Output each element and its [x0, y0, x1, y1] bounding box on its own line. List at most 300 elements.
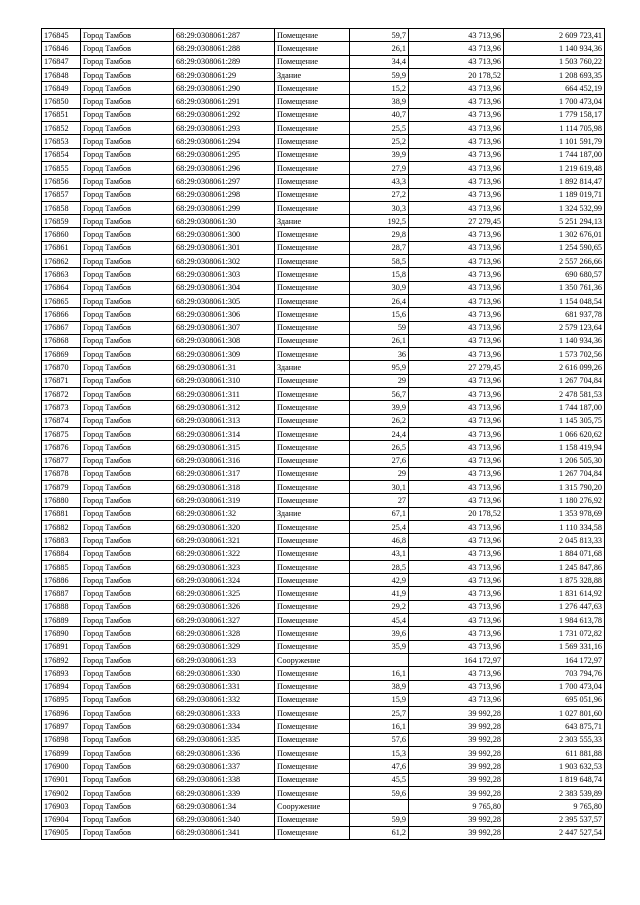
city-cell: Город Тамбов	[81, 640, 174, 653]
rate-cell: 43 713,96	[409, 534, 504, 547]
cadastral-value-table	[41, 28, 605, 840]
row-id: 176898	[42, 733, 81, 746]
row-id: 176882	[42, 520, 81, 533]
rate-cell: 43 713,96	[409, 600, 504, 613]
area-cell: 26,1	[350, 42, 409, 55]
cadastral-value-cell: 1 145 305,75	[504, 414, 605, 427]
area-cell: 30,3	[350, 201, 409, 214]
cadastral-value-cell: 703 794,76	[504, 667, 605, 680]
city-cell: Город Тамбов	[81, 560, 174, 573]
object-type-cell: Здание	[275, 507, 350, 520]
object-type-cell: Помещение	[275, 427, 350, 440]
object-type-cell: Помещение	[275, 95, 350, 108]
rate-cell: 43 713,96	[409, 255, 504, 268]
cadastral-number-cell: 68:29:0308061:311	[174, 388, 275, 401]
city-cell: Город Тамбов	[81, 135, 174, 148]
city-cell: Город Тамбов	[81, 29, 174, 42]
cadastral-value-cell: 164 172,97	[504, 653, 605, 666]
object-type-cell: Помещение	[275, 441, 350, 454]
cadastral-number-cell: 68:29:0308061:320	[174, 520, 275, 533]
cadastral-value-cell: 1 189 019,71	[504, 188, 605, 201]
cadastral-value-cell: 1 350 761,36	[504, 281, 605, 294]
cadastral-value-cell: 2 395 537,57	[504, 813, 605, 826]
row-id: 176900	[42, 760, 81, 773]
table-row	[42, 826, 605, 839]
row-id: 176847	[42, 55, 81, 68]
cadastral-number-cell: 68:29:0308061:303	[174, 268, 275, 281]
cadastral-number-cell: 68:29:0308061:287	[174, 29, 275, 42]
object-type-cell: Помещение	[275, 29, 350, 42]
city-cell: Город Тамбов	[81, 454, 174, 467]
table-row	[42, 653, 605, 666]
object-type-cell: Помещение	[275, 294, 350, 307]
area-cell: 38,9	[350, 680, 409, 693]
city-cell: Город Тамбов	[81, 427, 174, 440]
table-row	[42, 481, 605, 494]
city-cell: Город Тамбов	[81, 241, 174, 254]
rate-cell: 43 713,96	[409, 95, 504, 108]
cadastral-value-cell: 1 114 705,98	[504, 122, 605, 135]
cadastral-value-cell: 1 324 532,99	[504, 201, 605, 214]
object-type-cell: Помещение	[275, 760, 350, 773]
object-type-cell: Помещение	[275, 281, 350, 294]
table-row	[42, 55, 605, 68]
rate-cell: 43 713,96	[409, 401, 504, 414]
row-id: 176890	[42, 627, 81, 640]
city-cell: Город Тамбов	[81, 653, 174, 666]
table-row	[42, 108, 605, 121]
rate-cell: 43 713,96	[409, 201, 504, 214]
object-type-cell: Помещение	[275, 454, 350, 467]
table-row	[42, 733, 605, 746]
rate-cell: 43 713,96	[409, 321, 504, 334]
area-cell: 15,2	[350, 82, 409, 95]
object-type-cell: Помещение	[275, 268, 350, 281]
city-cell: Город Тамбов	[81, 494, 174, 507]
cadastral-value-cell: 1 744 187,00	[504, 148, 605, 161]
object-type-cell: Помещение	[275, 520, 350, 533]
city-cell: Город Тамбов	[81, 534, 174, 547]
rate-cell: 43 713,96	[409, 560, 504, 573]
area-cell: 26,1	[350, 334, 409, 347]
cadastral-number-cell: 68:29:0308061:315	[174, 441, 275, 454]
table-row	[42, 534, 605, 547]
table-row	[42, 467, 605, 480]
cadastral-value-cell: 1 984 613,78	[504, 614, 605, 627]
table-row	[42, 401, 605, 414]
object-type-cell: Помещение	[275, 693, 350, 706]
rate-cell: 43 713,96	[409, 334, 504, 347]
area-cell: 15,3	[350, 747, 409, 760]
area-cell: 46,8	[350, 534, 409, 547]
city-cell: Город Тамбов	[81, 667, 174, 680]
cadastral-number-cell: 68:29:0308061:316	[174, 454, 275, 467]
cadastral-number-cell: 68:29:0308061:326	[174, 600, 275, 613]
city-cell: Город Тамбов	[81, 760, 174, 773]
cadastral-number-cell: 68:29:0308061:295	[174, 148, 275, 161]
row-id: 176875	[42, 427, 81, 440]
rate-cell: 20 178,52	[409, 507, 504, 520]
rate-cell: 43 713,96	[409, 454, 504, 467]
rate-cell: 43 713,96	[409, 308, 504, 321]
area-cell: 59,9	[350, 68, 409, 81]
object-type-cell: Помещение	[275, 334, 350, 347]
cadastral-value-cell: 1 819 648,74	[504, 773, 605, 786]
table-row	[42, 308, 605, 321]
object-type-cell: Помещение	[275, 747, 350, 760]
city-cell: Город Тамбов	[81, 122, 174, 135]
cadastral-number-cell: 68:29:0308061:330	[174, 667, 275, 680]
cadastral-number-cell: 68:29:0308061:305	[174, 294, 275, 307]
row-id: 176891	[42, 640, 81, 653]
object-type-cell: Помещение	[275, 467, 350, 480]
cadastral-number-cell: 68:29:0308061:337	[174, 760, 275, 773]
rate-cell: 39 992,28	[409, 826, 504, 839]
row-id: 176860	[42, 228, 81, 241]
row-id: 176861	[42, 241, 81, 254]
rate-cell: 43 713,96	[409, 175, 504, 188]
city-cell: Город Тамбов	[81, 108, 174, 121]
object-type-cell: Помещение	[275, 82, 350, 95]
area-cell: 15,9	[350, 693, 409, 706]
area-cell: 25,5	[350, 122, 409, 135]
rate-cell: 43 713,96	[409, 108, 504, 121]
cadastral-number-cell: 68:29:0308061:34	[174, 800, 275, 813]
rate-cell: 43 713,96	[409, 42, 504, 55]
row-id: 176901	[42, 773, 81, 786]
table-row	[42, 720, 605, 733]
object-type-cell: Помещение	[275, 640, 350, 653]
area-cell: 59	[350, 321, 409, 334]
row-id: 176903	[42, 800, 81, 813]
object-type-cell: Помещение	[275, 321, 350, 334]
cadastral-value-cell: 611 881,88	[504, 747, 605, 760]
table-row	[42, 693, 605, 706]
cadastral-value-cell: 1 884 071,68	[504, 547, 605, 560]
row-id: 176888	[42, 600, 81, 613]
object-type-cell: Помещение	[275, 148, 350, 161]
area-cell: 29,2	[350, 600, 409, 613]
object-type-cell: Помещение	[275, 42, 350, 55]
area-cell: 26,5	[350, 441, 409, 454]
cadastral-value-cell: 1 219 619,48	[504, 161, 605, 174]
object-type-cell: Здание	[275, 68, 350, 81]
city-cell: Город Тамбов	[81, 414, 174, 427]
city-cell: Город Тамбов	[81, 308, 174, 321]
object-type-cell: Помещение	[275, 122, 350, 135]
table-row	[42, 574, 605, 587]
table-row	[42, 95, 605, 108]
object-type-cell: Помещение	[275, 547, 350, 560]
table-row	[42, 29, 605, 42]
object-type-cell: Помещение	[275, 587, 350, 600]
rate-cell: 43 713,96	[409, 640, 504, 653]
object-type-cell: Помещение	[275, 627, 350, 640]
cadastral-value-cell: 1 206 505,30	[504, 454, 605, 467]
city-cell: Город Тамбов	[81, 42, 174, 55]
object-type-cell: Помещение	[275, 786, 350, 799]
cadastral-value-cell: 1 027 801,60	[504, 707, 605, 720]
area-cell: 15,8	[350, 268, 409, 281]
row-id: 176849	[42, 82, 81, 95]
cadastral-number-cell: 68:29:0308061:308	[174, 334, 275, 347]
object-type-cell: Помещение	[275, 667, 350, 680]
table-row	[42, 414, 605, 427]
cadastral-value-cell: 1 154 048,54	[504, 294, 605, 307]
row-id: 176887	[42, 587, 81, 600]
rate-cell: 43 713,96	[409, 467, 504, 480]
area-cell: 25,7	[350, 707, 409, 720]
row-id: 176871	[42, 374, 81, 387]
row-id: 176893	[42, 667, 81, 680]
object-type-cell: Помещение	[275, 401, 350, 414]
cadastral-number-cell: 68:29:0308061:317	[174, 467, 275, 480]
city-cell: Город Тамбов	[81, 161, 174, 174]
cadastral-number-cell: 68:29:0308061:292	[174, 108, 275, 121]
cadastral-value-cell: 2 557 266,66	[504, 255, 605, 268]
cadastral-number-cell: 68:29:0308061:335	[174, 733, 275, 746]
table-row	[42, 148, 605, 161]
cadastral-number-cell: 68:29:0308061:290	[174, 82, 275, 95]
cadastral-number-cell: 68:29:0308061:340	[174, 813, 275, 826]
area-cell	[350, 800, 409, 813]
cadastral-number-cell: 68:29:0308061:299	[174, 201, 275, 214]
rate-cell: 43 713,96	[409, 82, 504, 95]
object-type-cell: Помещение	[275, 255, 350, 268]
cadastral-number-cell: 68:29:0308061:301	[174, 241, 275, 254]
city-cell: Город Тамбов	[81, 826, 174, 839]
row-id: 176905	[42, 826, 81, 839]
city-cell: Город Тамбов	[81, 600, 174, 613]
table-row	[42, 547, 605, 560]
table-row	[42, 388, 605, 401]
table-row	[42, 800, 605, 813]
city-cell: Город Тамбов	[81, 467, 174, 480]
cadastral-value-cell: 1 267 704,84	[504, 467, 605, 480]
city-cell: Город Тамбов	[81, 747, 174, 760]
cadastral-number-cell: 68:29:0308061:300	[174, 228, 275, 241]
rate-cell: 39 992,28	[409, 760, 504, 773]
cadastral-value-cell: 2 609 723,41	[504, 29, 605, 42]
cadastral-value-cell: 1 140 934,36	[504, 334, 605, 347]
table-row	[42, 122, 605, 135]
city-cell: Город Тамбов	[81, 773, 174, 786]
cadastral-number-cell: 68:29:0308061:309	[174, 348, 275, 361]
cadastral-number-cell: 68:29:0308061:332	[174, 693, 275, 706]
table-body	[42, 29, 605, 840]
row-id: 176866	[42, 308, 81, 321]
row-id: 176884	[42, 547, 81, 560]
table-row	[42, 361, 605, 374]
rate-cell: 43 713,96	[409, 55, 504, 68]
cadastral-value-cell: 1 158 419,94	[504, 441, 605, 454]
row-id: 176851	[42, 108, 81, 121]
object-type-cell: Помещение	[275, 201, 350, 214]
cadastral-value-cell: 690 680,57	[504, 268, 605, 281]
area-cell: 95,9	[350, 361, 409, 374]
row-id: 176852	[42, 122, 81, 135]
city-cell: Город Тамбов	[81, 268, 174, 281]
rate-cell: 27 279,45	[409, 215, 504, 228]
table-row	[42, 667, 605, 680]
rate-cell: 43 713,96	[409, 241, 504, 254]
rate-cell: 43 713,96	[409, 614, 504, 627]
cadastral-number-cell: 68:29:0308061:297	[174, 175, 275, 188]
rate-cell: 9 765,80	[409, 800, 504, 813]
cadastral-number-cell: 68:29:0308061:293	[174, 122, 275, 135]
table-row	[42, 374, 605, 387]
city-cell: Город Тамбов	[81, 733, 174, 746]
row-id: 176864	[42, 281, 81, 294]
table-row	[42, 42, 605, 55]
row-id: 176863	[42, 268, 81, 281]
city-cell: Город Тамбов	[81, 813, 174, 826]
cadastral-number-cell: 68:29:0308061:32	[174, 507, 275, 520]
area-cell: 27,2	[350, 188, 409, 201]
cadastral-number-cell: 68:29:0308061:29	[174, 68, 275, 81]
city-cell: Город Тамбов	[81, 215, 174, 228]
cadastral-number-cell: 68:29:0308061:289	[174, 55, 275, 68]
cadastral-number-cell: 68:29:0308061:323	[174, 560, 275, 573]
row-id: 176897	[42, 720, 81, 733]
table-row	[42, 135, 605, 148]
area-cell: 43,3	[350, 175, 409, 188]
object-type-cell: Помещение	[275, 308, 350, 321]
area-cell: 30,1	[350, 481, 409, 494]
row-id: 176880	[42, 494, 81, 507]
row-id: 176873	[42, 401, 81, 414]
rate-cell: 43 713,96	[409, 481, 504, 494]
cadastral-number-cell: 68:29:0308061:314	[174, 427, 275, 440]
cadastral-value-cell: 1 744 187,00	[504, 401, 605, 414]
area-cell: 40,7	[350, 108, 409, 121]
table-row	[42, 587, 605, 600]
object-type-cell: Помещение	[275, 773, 350, 786]
row-id: 176870	[42, 361, 81, 374]
object-type-cell: Помещение	[275, 680, 350, 693]
table-row	[42, 268, 605, 281]
city-cell: Город Тамбов	[81, 294, 174, 307]
area-cell: 15,6	[350, 308, 409, 321]
area-cell: 16,1	[350, 720, 409, 733]
cadastral-value-cell: 643 875,71	[504, 720, 605, 733]
area-cell: 34,4	[350, 55, 409, 68]
city-cell: Город Тамбов	[81, 175, 174, 188]
area-cell: 45,4	[350, 614, 409, 627]
city-cell: Город Тамбов	[81, 520, 174, 533]
cadastral-number-cell: 68:29:0308061:294	[174, 135, 275, 148]
cadastral-value-cell: 695 051,96	[504, 693, 605, 706]
city-cell: Город Тамбов	[81, 614, 174, 627]
rate-cell: 39 992,28	[409, 720, 504, 733]
row-id: 176883	[42, 534, 81, 547]
object-type-cell: Помещение	[275, 481, 350, 494]
city-cell: Город Тамбов	[81, 693, 174, 706]
row-id: 176857	[42, 188, 81, 201]
table-row	[42, 321, 605, 334]
area-cell: 67,1	[350, 507, 409, 520]
city-cell: Город Тамбов	[81, 255, 174, 268]
table-row	[42, 760, 605, 773]
object-type-cell: Помещение	[275, 135, 350, 148]
cadastral-value-cell: 1 903 632,53	[504, 760, 605, 773]
cadastral-value-cell: 1 066 620,62	[504, 427, 605, 440]
area-cell: 41,9	[350, 587, 409, 600]
area-cell: 192,5	[350, 215, 409, 228]
object-type-cell: Сооружение	[275, 800, 350, 813]
cadastral-number-cell: 68:29:0308061:327	[174, 614, 275, 627]
cadastral-value-cell: 1 140 934,36	[504, 42, 605, 55]
cadastral-number-cell: 68:29:0308061:307	[174, 321, 275, 334]
table-row	[42, 241, 605, 254]
object-type-cell: Здание	[275, 215, 350, 228]
area-cell: 47,6	[350, 760, 409, 773]
cadastral-number-cell: 68:29:0308061:302	[174, 255, 275, 268]
cadastral-number-cell: 68:29:0308061:318	[174, 481, 275, 494]
table-row	[42, 813, 605, 826]
city-cell: Город Тамбов	[81, 95, 174, 108]
cadastral-number-cell: 68:29:0308061:329	[174, 640, 275, 653]
row-id: 176885	[42, 560, 81, 573]
row-id: 176889	[42, 614, 81, 627]
cadastral-number-cell: 68:29:0308061:31	[174, 361, 275, 374]
object-type-cell: Помещение	[275, 826, 350, 839]
area-cell: 42,9	[350, 574, 409, 587]
table-row	[42, 334, 605, 347]
city-cell: Город Тамбов	[81, 55, 174, 68]
cadastral-value-cell: 1 731 072,82	[504, 627, 605, 640]
table-row	[42, 627, 605, 640]
city-cell: Город Тамбов	[81, 334, 174, 347]
rate-cell: 43 713,96	[409, 122, 504, 135]
table-row	[42, 281, 605, 294]
cadastral-number-cell: 68:29:0308061:321	[174, 534, 275, 547]
area-cell: 27,9	[350, 161, 409, 174]
rate-cell: 39 992,28	[409, 813, 504, 826]
table-row	[42, 215, 605, 228]
cadastral-number-cell: 68:29:0308061:30	[174, 215, 275, 228]
cadastral-number-cell: 68:29:0308061:341	[174, 826, 275, 839]
row-id: 176872	[42, 388, 81, 401]
rate-cell: 43 713,96	[409, 587, 504, 600]
cadastral-value-cell: 5 251 294,13	[504, 215, 605, 228]
rate-cell: 20 178,52	[409, 68, 504, 81]
rate-cell: 43 713,96	[409, 667, 504, 680]
table-row	[42, 454, 605, 467]
city-cell: Город Тамбов	[81, 707, 174, 720]
cadastral-value-cell: 1 110 334,58	[504, 520, 605, 533]
object-type-cell: Помещение	[275, 600, 350, 613]
row-id: 176896	[42, 707, 81, 720]
cadastral-number-cell: 68:29:0308061:298	[174, 188, 275, 201]
rate-cell: 43 713,96	[409, 520, 504, 533]
cadastral-number-cell: 68:29:0308061:319	[174, 494, 275, 507]
city-cell: Город Тамбов	[81, 374, 174, 387]
area-cell	[350, 653, 409, 666]
area-cell: 43,1	[350, 547, 409, 560]
row-id: 176881	[42, 507, 81, 520]
area-cell: 56,7	[350, 388, 409, 401]
cadastral-value-cell: 1 700 473,04	[504, 95, 605, 108]
area-cell: 35,9	[350, 640, 409, 653]
cadastral-value-cell: 9 765,80	[504, 800, 605, 813]
cadastral-number-cell: 68:29:0308061:338	[174, 773, 275, 786]
cadastral-value-cell: 1 353 978,69	[504, 507, 605, 520]
object-type-cell: Помещение	[275, 560, 350, 573]
row-id: 176868	[42, 334, 81, 347]
cadastral-value-cell: 2 383 539,89	[504, 786, 605, 799]
table-row	[42, 201, 605, 214]
